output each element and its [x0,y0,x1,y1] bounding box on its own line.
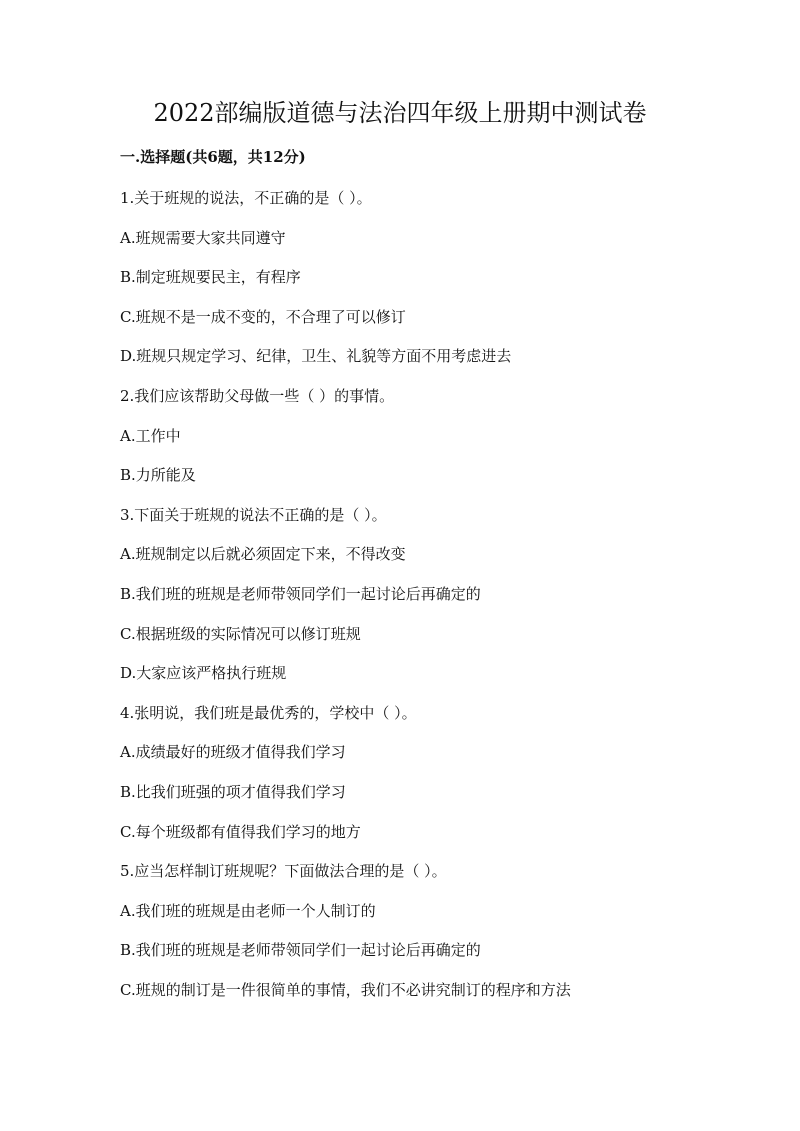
question-1-option-c: C.班规不是一成不变的，不合理了可以修订 [120,307,406,326]
question-1-option-b: B.制定班规要民主，有程序 [120,268,301,287]
question-list [120,186,740,1017]
question-5-option-b: B.我们班的班规是老师带领同学们一起讨论后再确定的 [120,941,481,960]
page-title: 2022部编版道德与法治四年级上册期中测试卷 [153,99,647,127]
question-5-option-a: A.我们班的班规是由老师一个人制订的 [120,901,376,920]
question-3-option-b: B.我们班的班规是老师带领同学们一起讨论后再确定的 [120,584,481,603]
question-3-option-a: A.班规制定以后就必须固定下来，不得改变 [120,545,406,564]
question-4-option-c: C.每个班级都有值得我们学习的地方 [120,822,361,841]
question-4-option-b: B.比我们班强的项才值得我们学习 [120,782,346,801]
question-4-stem: 4.张明说，我们班是最优秀的，学校中（ ）。 [120,703,417,722]
question-4-option-a: A.成绩最好的班级才值得我们学习 [120,743,346,762]
question-1-option-d: D.班规只规定学习、纪律，卫生、礼貌等方面不用考虑进去 [120,347,512,366]
question-1-option-a: A.班规需要大家共同遵守 [120,228,286,247]
question-5-stem: 5.应当怎样制订班规呢？下面做法合理的是（ ）。 [120,862,447,881]
question-2-stem: 2.我们应该帮助父母做一些（ ）的事情。 [120,386,395,405]
question-3-option-c: C.根据班级的实际情况可以修订班规 [120,624,361,643]
question-2-option-b: B.力所能及 [120,466,196,485]
question-3-stem: 3.下面关于班规的说法不正确的是（ ）。 [120,505,387,524]
question-2-option-a: A.工作中 [120,426,181,445]
section-heading: 一.选择题(共6题，共12分) [120,148,306,166]
question-3-option-d: D.大家应该严格执行班规 [120,664,287,683]
question-5-option-c: C.班规的制订是一件很简单的事情，我们不必讲究制订的程序和方法 [120,980,571,999]
question-1-stem: 1.关于班规的说法，不正确的是（ ）。 [120,189,372,207]
